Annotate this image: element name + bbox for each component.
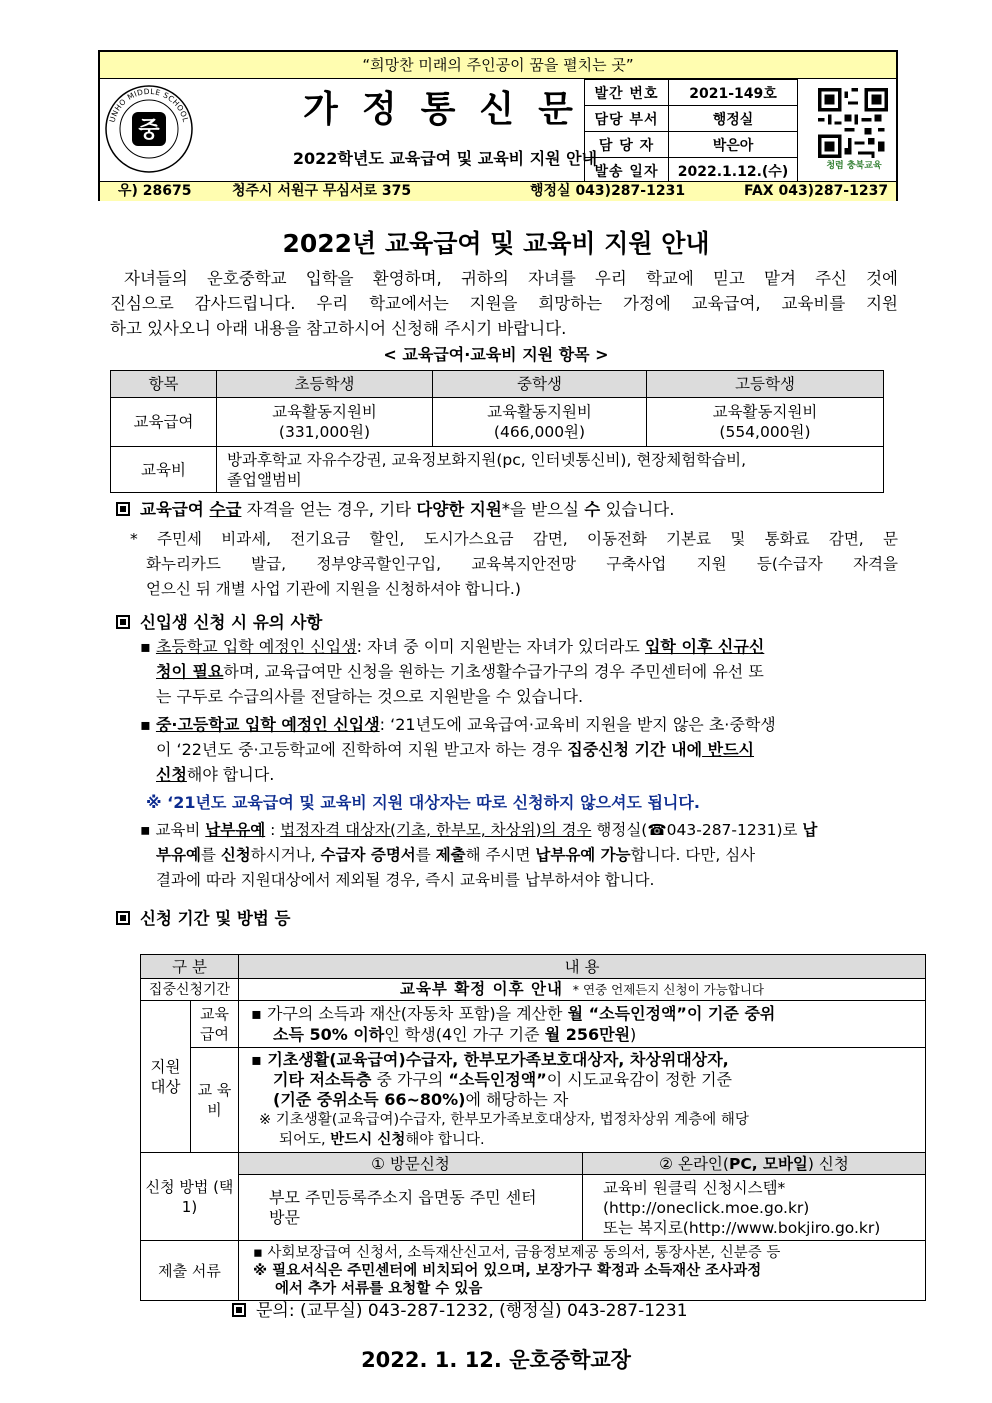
table-row (111, 398, 884, 447)
column-header: 항목 (111, 371, 217, 398)
table-cell (239, 1048, 926, 1153)
cell-line: (466,000원) (493, 423, 586, 441)
table-row (141, 979, 926, 1001)
meta-label: 담당 부서 (585, 106, 669, 132)
section3-heading: 신청 기간 및 방법 등 (116, 905, 291, 929)
table-cell (217, 398, 433, 447)
oneclick-link[interactable]: (http://oneclick.moe.go.kr) (603, 1198, 810, 1217)
row-label: 교육급여 (111, 398, 217, 447)
cell-line: (554,000원) (719, 423, 811, 441)
table-cell (239, 1001, 926, 1048)
table-cell (433, 398, 647, 447)
meta-value: 박은아 (669, 132, 798, 158)
school-logo (104, 84, 194, 174)
issue-number-row (585, 80, 798, 106)
checkbox-square-icon (116, 911, 130, 925)
cell-line: ※ 기초생활(교육급여)수급자, 한부모가족보호대상자, 법정차상위 계층에 해당 (259, 1112, 749, 1128)
newsletter-header (98, 50, 898, 201)
meta-value: 2021-149호 (669, 80, 798, 106)
column-header: 초등학생 (217, 371, 433, 398)
checkbox-square-icon (116, 615, 130, 629)
bullet-line: 이 ‘22년도 중·고등학교에 진학하여 지원 받고자 하는 경우 집중신청 기간 내에 반드시 (156, 740, 755, 759)
cell-line: ▪ 사회보장급여 신청서, 소득재산신고서, 금융정보제공 동의서, 통장사본, 신분증 등 (253, 1244, 781, 1261)
table-row (111, 447, 884, 493)
column-header: ① 방문신청 (239, 1153, 583, 1175)
meta-value: 행정실 (669, 106, 798, 132)
meta-label: 담 당 자 (585, 132, 669, 158)
document-title: 2022년 교육급여 및 교육비 지원 안내 (282, 229, 710, 258)
meta-label: 발송 일자 (585, 158, 669, 184)
logo-ring-text: UNHO MIDDLE SCHOOL (107, 86, 191, 124)
cell-line: (331,000원) (278, 423, 371, 441)
intro-line: 자녀들의 운호중학교 입학을 환영하며, 귀하의 자녀를 우리 학교에 믿고 맡겨 주신 것에 (124, 269, 898, 288)
column-header: 내 용 (239, 955, 926, 979)
qr-caption: 청렴 충북교육 (826, 161, 882, 171)
cell-line: 방과후학교 자유수강권, 교육정보화지원(pc, 인터넷통신비), 현장체험학습비, (227, 450, 747, 469)
row-label: 집중신청기간 (141, 979, 239, 1001)
cell-line: ▪ 가구의 소득과 재산(자동차 포함)을 계산한 월 “소득인정액”이 기준 중위 (251, 1004, 776, 1023)
checkbox-square-icon (116, 502, 130, 516)
cell-line: 졸업앨범비 (227, 470, 302, 489)
street-address: 청주시 서원구 무심서로 375 (232, 183, 412, 199)
cell-line: 소득 50% 이하인 학생(4인 가구 기준 월 256만원) (273, 1025, 637, 1044)
bullet-line: 신청해야 합니다. (156, 765, 275, 784)
table-row (141, 1048, 926, 1153)
row-label: 지원 대상 (141, 1001, 191, 1153)
cell-line: 되어도, 반드시 신청해야 합니다. (279, 1132, 485, 1148)
bullet-line: 청이 필요하며, 교육급여만 신청을 원하는 기초생활수급가구의 경우 주민센터에 유선 또 (156, 662, 764, 681)
cell-line: 교육활동지원비 (272, 403, 377, 421)
cell-line: 교육활동지원비 (487, 403, 592, 421)
column-header: ② 온라인(PC, 모바일) 신청 (583, 1153, 926, 1175)
section1-heading: 교육급여 수급 자격을 얻는 경우, 기타 다양한 지원*을 받으실 수 있습니다. (116, 497, 674, 522)
application-table (140, 954, 926, 1301)
row-sublabel: 교 육 비 (191, 1048, 239, 1153)
table-header-row (141, 955, 926, 979)
benefit-note-line: 화누리카드 발급, 정부양곡할인구입, 교육복지안전망 구축사업 지원 등(수급자 자격을 (146, 555, 898, 573)
bokjiro-link[interactable]: 또는 복지로(http://www.bokjiro.go.kr) (603, 1218, 881, 1237)
row-label: 신청 방법 (택1) (141, 1153, 239, 1241)
meta-value: 2022.1.12.(수) (669, 158, 798, 184)
contact-line: 문의: (교무실) 043-287-1232, (행정실) 043-287-1231 (232, 1298, 688, 1324)
table-cell: 교육부 확정 이후 안내 * 연중 언제든지 신청이 가능합니다 (239, 979, 926, 1001)
column-header: 중학생 (433, 371, 647, 398)
benefit-note-line: * 주민세 비과세, 전기요금 할인, 도시가스요금 감면, 이동전화 기본료 및 통화료 감면, 문 (130, 530, 898, 548)
row-label: 제출 서류 (141, 1241, 239, 1301)
department-row (585, 106, 798, 132)
column-header: 고등학생 (647, 371, 884, 398)
intro-line: 하고 있사오니 아래 내용을 참고하시어 신청해 주시기 바랍니다. (110, 319, 567, 338)
cell-line: (기준 중위소득 66~80%)에 해당하는 자 (273, 1090, 569, 1109)
cell-line: 교육비 원클릭 신청시스템* (603, 1178, 786, 1197)
table-cell: 부모 주민등록주소지 읍면동 주민 센터 방문 (239, 1175, 583, 1241)
qr-code-icon[interactable] (818, 88, 888, 158)
address-bar (100, 181, 896, 201)
newsletter-title: 가정통신문 (303, 88, 597, 130)
cell-line: 교육활동지원비 (712, 403, 818, 421)
zip-code: 우) 28675 (118, 183, 192, 199)
table-cell (239, 1241, 926, 1301)
bullet-line: ▪ 중·고등학교 입학 예정인 신입생: ‘21년도에 교육급여·교육비 지원을 받지 않은 초·중학생 (140, 715, 776, 734)
table-header-row (111, 371, 884, 398)
meta-label: 발간 번호 (585, 80, 669, 106)
school-slogan: “희망찬 미래의 주인공이 꿈을 펼치는 곳” (100, 52, 896, 79)
checkbox-square-icon (232, 1303, 246, 1317)
issue-info-table (584, 79, 798, 184)
row-label: 교육비 (111, 447, 217, 493)
newsletter-subtitle: 2022학년도 교육급여 및 교육비 지원 안내 (292, 149, 598, 168)
issue-date-signature: 2022. 1. 12. 운호중학교장 (361, 1348, 631, 1372)
intro-line: 진심으로 감사드립니다. 우리 학교에서는 지원을 희망하는 가정에 교육급여, 교육비를 지원 (110, 294, 898, 313)
table-cell (583, 1175, 926, 1241)
section2-heading: 신입생 신청 시 유의 사항 (116, 609, 322, 633)
support-items-table (110, 370, 884, 493)
office-phone: 행정실 043)287-1231 (530, 183, 686, 199)
row-sublabel: 교육 급여 (191, 1001, 239, 1048)
notice-line: ※ ‘21년도 교육급여 및 교육비 지원 대상자는 따로 신청하지 않으셔도 됩니다. (146, 793, 700, 812)
table-row (141, 1001, 926, 1048)
logo-center-char: 중 (138, 118, 160, 143)
send-date-row (585, 158, 798, 184)
bullet-line: ▪ 교육비 납부유예 : 법정자격 대상자(기초, 한부모, 차상위)의 경우 행정실(☎043-287-1231)로 납 (140, 821, 818, 839)
support-table-caption: < 교육급여·교육비 지원 항목 > (383, 345, 609, 364)
benefit-note-line: 얻으신 뒤 개별 사업 기관에 지원을 신청하셔야 합니다.) (146, 580, 521, 598)
bullet-line: 부유예를 신청하시거나, 수급자 증명서를 제출해 주시면 납부유예 가능합니다. 다만, 심사 (156, 846, 756, 864)
table-row (141, 1153, 926, 1175)
bullet-line: ▪ 초등학교 입학 예정인 신입생: 자녀 중 이미 지원받는 자녀가 있더라도 입학 이후 신규신 (140, 637, 765, 656)
table-cell (647, 398, 884, 447)
person-in-charge-row (585, 132, 798, 158)
table-cell (217, 447, 884, 493)
bullet-line: 결과에 따라 지원대상에서 제외될 경우, 즉시 교육비를 납부하셔야 합니다. (156, 871, 655, 889)
cell-line: ▪ 기초생활(교육급여)수급자, 한부모가족보호대상자, 차상위대상자, (251, 1050, 729, 1069)
bullet-line: 는 구두로 수급의사를 전달하는 것으로 지원받을 수 있습니다. (156, 687, 584, 706)
table-row (141, 1241, 926, 1301)
cell-line: 기타 저소득층 중 가구의 “소득인정액”이 시도교육감이 정한 기준 (273, 1070, 732, 1089)
cell-line: 에서 추가 서류를 요청할 수 있음 (275, 1280, 483, 1297)
table-row (141, 1175, 926, 1241)
cell-line: ※ 필요서식은 주민센터에 비치되어 있으며, 보장가구 확정과 소득재산 조사과정 (253, 1262, 762, 1279)
fax-number: FAX 043)287-1237 (744, 183, 889, 199)
column-header: 구 분 (141, 955, 239, 979)
